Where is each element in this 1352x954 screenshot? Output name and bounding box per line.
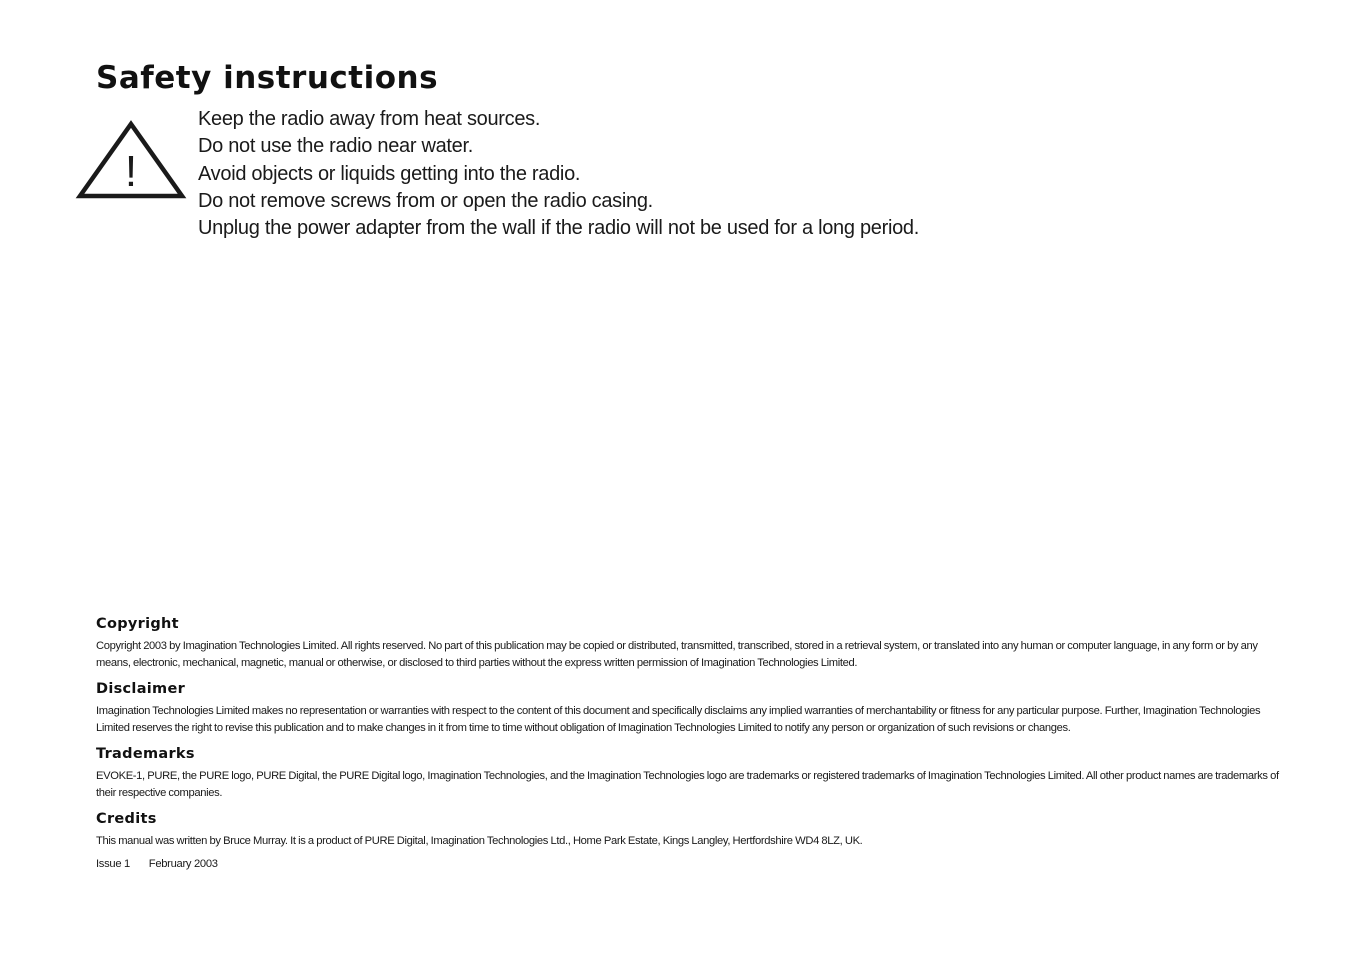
safety-item: Unplug the power adapter from the wall if the radio will not be used for a long period.: [198, 217, 920, 240]
copyright-heading: Copyright: [96, 616, 179, 632]
issue-date: February 2003: [148, 858, 218, 870]
disclaimer-section: [96, 678, 1288, 737]
credits-text: This manual was written by Bruce Murray. It is a product of PURE Digital, Imagination Technologies Ltd., Home Park Estate, Kings Langley, Hertfordshire WD4 8LZ, UK.: [96, 835, 863, 847]
safety-item: Avoid objects or liquids getting into the radio.: [198, 162, 581, 185]
copyright-section: [96, 613, 1288, 672]
page-title: Safety instructions: [96, 60, 439, 96]
disclaimer-text: Imagination Technologies Limited makes no representation or warranties with respect to the content of this document and specifically disclaims any implied warranties of merchantability or fitness for any particular purpose. Further, Imagination Technologies Limited reserves the right to revise this publication and to make changes in it from time to time without obligation of Imagination Technologies Limited to notify any person or organization of such revisions or changes.: [96, 705, 1261, 734]
exclamation-mark: !: [124, 147, 138, 196]
safety-item: Do not use the radio near water.: [198, 135, 474, 158]
safety-item: Keep the radio away from heat sources.: [198, 108, 541, 130]
trademarks-text: EVOKE-1, PURE, the PURE logo, PURE Digital, the PURE Digital logo, Imagination Technologies, and the Imagination Technologies logo are trademarks or registered trademarks of Imagination Technologies Limited. All other product names are trademarks of their respective companies.: [96, 770, 1279, 799]
credits-heading: Credits: [96, 811, 157, 827]
issue-info: [96, 856, 1288, 873]
disclaimer-heading: Disclaimer: [96, 681, 186, 697]
warning-triangle-icon: [74, 118, 188, 202]
credits-section: [96, 808, 1288, 850]
trademarks-heading: Trademarks: [96, 746, 195, 762]
copyright-text: Copyright 2003 by Imagination Technologies Limited. All rights reserved. No part of this publication may be copied or distributed, transmitted, transcribed, stored in a retrieval system, or translated into any human or computer language, in any form or by any means, electronic, mechanical, magnetic, manual or otherwise, or disclosed to third parties without the express written permission of Imagination Technologies Limited.: [96, 640, 1258, 669]
safety-item: Do not remove screws from or open the radio casing.: [198, 189, 653, 212]
trademarks-section: [96, 743, 1288, 802]
safety-instructions-list: [198, 106, 919, 242]
issue-number: Issue 1: [96, 858, 130, 870]
legal-notices: [96, 613, 1288, 873]
